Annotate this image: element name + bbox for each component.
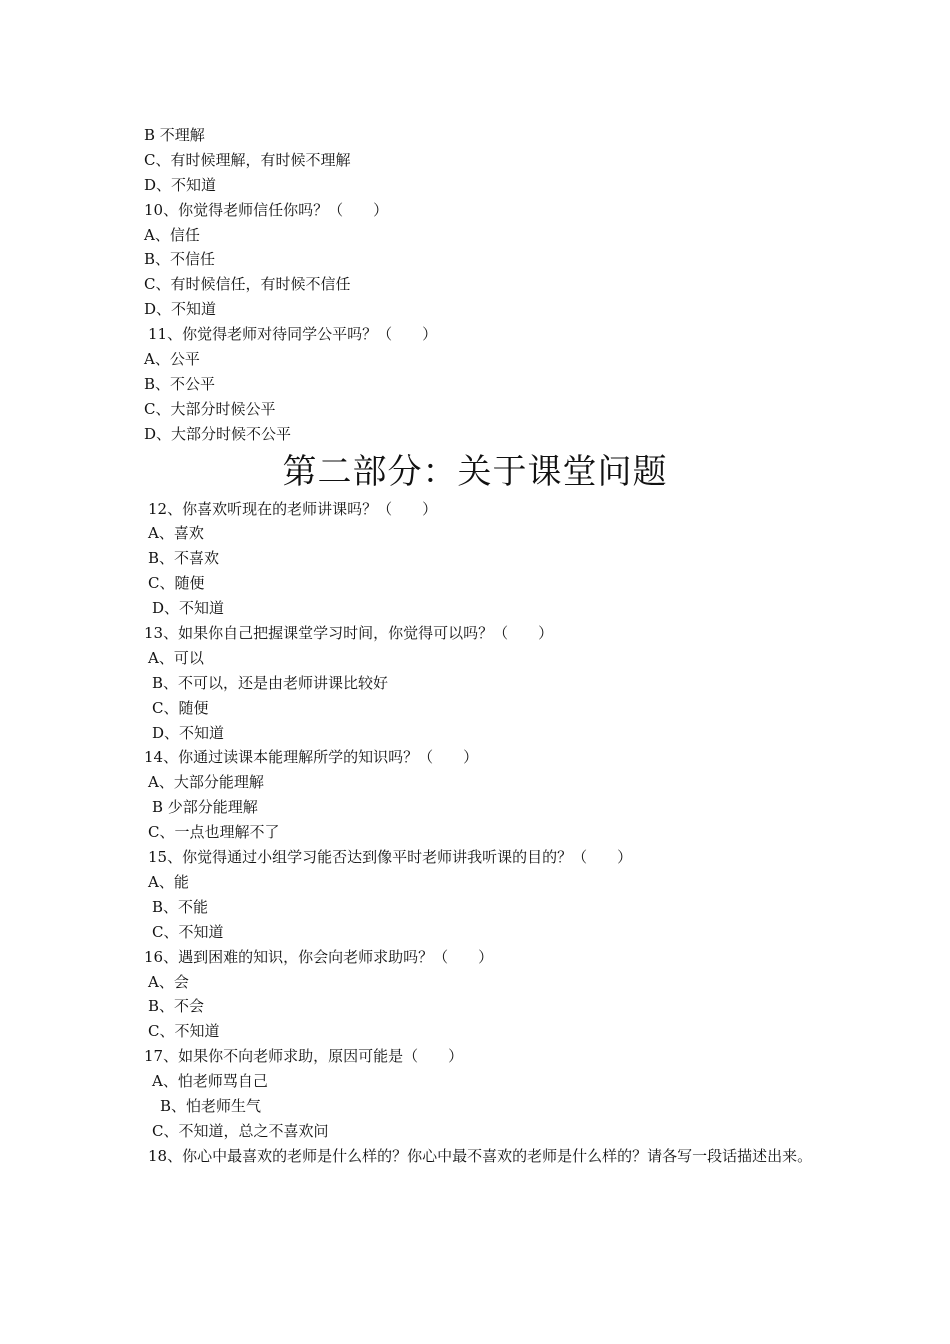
q10-option-c: C、有时候信任，有时候不信任 (144, 275, 351, 294)
q12-question: 12、你喜欢听现在的老师讲课吗？（ ） (148, 499, 438, 518)
q11-question: 11、你觉得老师对待同学公平吗？（ ） (148, 325, 438, 344)
q14-option-a: A、大部分能理解 (148, 773, 264, 792)
q17-option-b: B、怕老师生气 (160, 1096, 262, 1115)
q13-option-d: D、不知道 (152, 723, 225, 742)
q9-option-d: D、不知道 (144, 175, 217, 194)
q12-option-c: C、随便 (148, 574, 205, 593)
section-heading: 第二部分：关于课堂问题 (282, 451, 668, 492)
q17-question: 17、如果你不向老师求助，原因可能是（ ） (144, 1047, 464, 1066)
q9-option-c: C、有时候理解，有时候不理解 (144, 150, 351, 169)
q12-option-a: A、喜欢 (148, 524, 204, 543)
q16-option-b: B、不会 (148, 997, 205, 1016)
q11-option-a: A、公平 (144, 350, 200, 369)
q15-option-c: C、不知道 (152, 922, 224, 941)
q15-option-b: B、不能 (152, 897, 209, 916)
q14-option-c: C、一点也理解不了 (148, 823, 280, 842)
q14-option-b: B 少部分能理解 (152, 798, 258, 817)
q16-option-a: A、会 (148, 972, 189, 991)
q18-question: 18、你心中最喜欢的老师是什么样的？你心中最不喜欢的老师是什么样的？请各写一段话描述出来。 (148, 1146, 813, 1165)
q15-question: 15、你觉得通过小组学习能否达到像平时老师讲我听课的目的？（ ） (148, 848, 633, 867)
q13-option-a: A、可以 (148, 648, 204, 667)
q12-option-d: D、不知道 (152, 599, 225, 618)
q15-option-a: A、能 (148, 872, 189, 891)
q12-option-b: B、不喜欢 (148, 549, 220, 568)
q10-question: 10、你觉得老师信任你吗？（ ） (144, 200, 389, 219)
q11-option-c: C、大部分时候公平 (144, 399, 276, 418)
q17-option-c: C、不知道，总之不喜欢问 (152, 1121, 329, 1140)
q16-question: 16、遇到困难的知识，你会向老师求助吗？（ ） (144, 947, 494, 966)
q17-option-a: A、怕老师骂自己 (152, 1072, 268, 1091)
q14-question: 14、你通过读课本能理解所学的知识吗？（ ） (144, 748, 479, 767)
q13-question: 13、如果你自己把握课堂学习时间，你觉得可以吗？（ ） (144, 624, 554, 643)
q13-option-b: B、不可以，还是由老师讲课比较好 (152, 673, 389, 692)
questionnaire-body (144, 123, 824, 1169)
q10-option-d: D、不知道 (144, 300, 217, 319)
q10-option-a: A、信任 (144, 225, 200, 244)
q13-option-c: C、随便 (152, 698, 209, 717)
q11-option-d: D、大部分时候不公平 (144, 424, 292, 443)
q9-option-b: B 不理解 (144, 126, 205, 144)
q11-option-b: B、不公平 (144, 374, 216, 393)
q16-option-c: C、不知道 (148, 1022, 220, 1041)
q10-option-b: B、不信任 (144, 250, 216, 269)
